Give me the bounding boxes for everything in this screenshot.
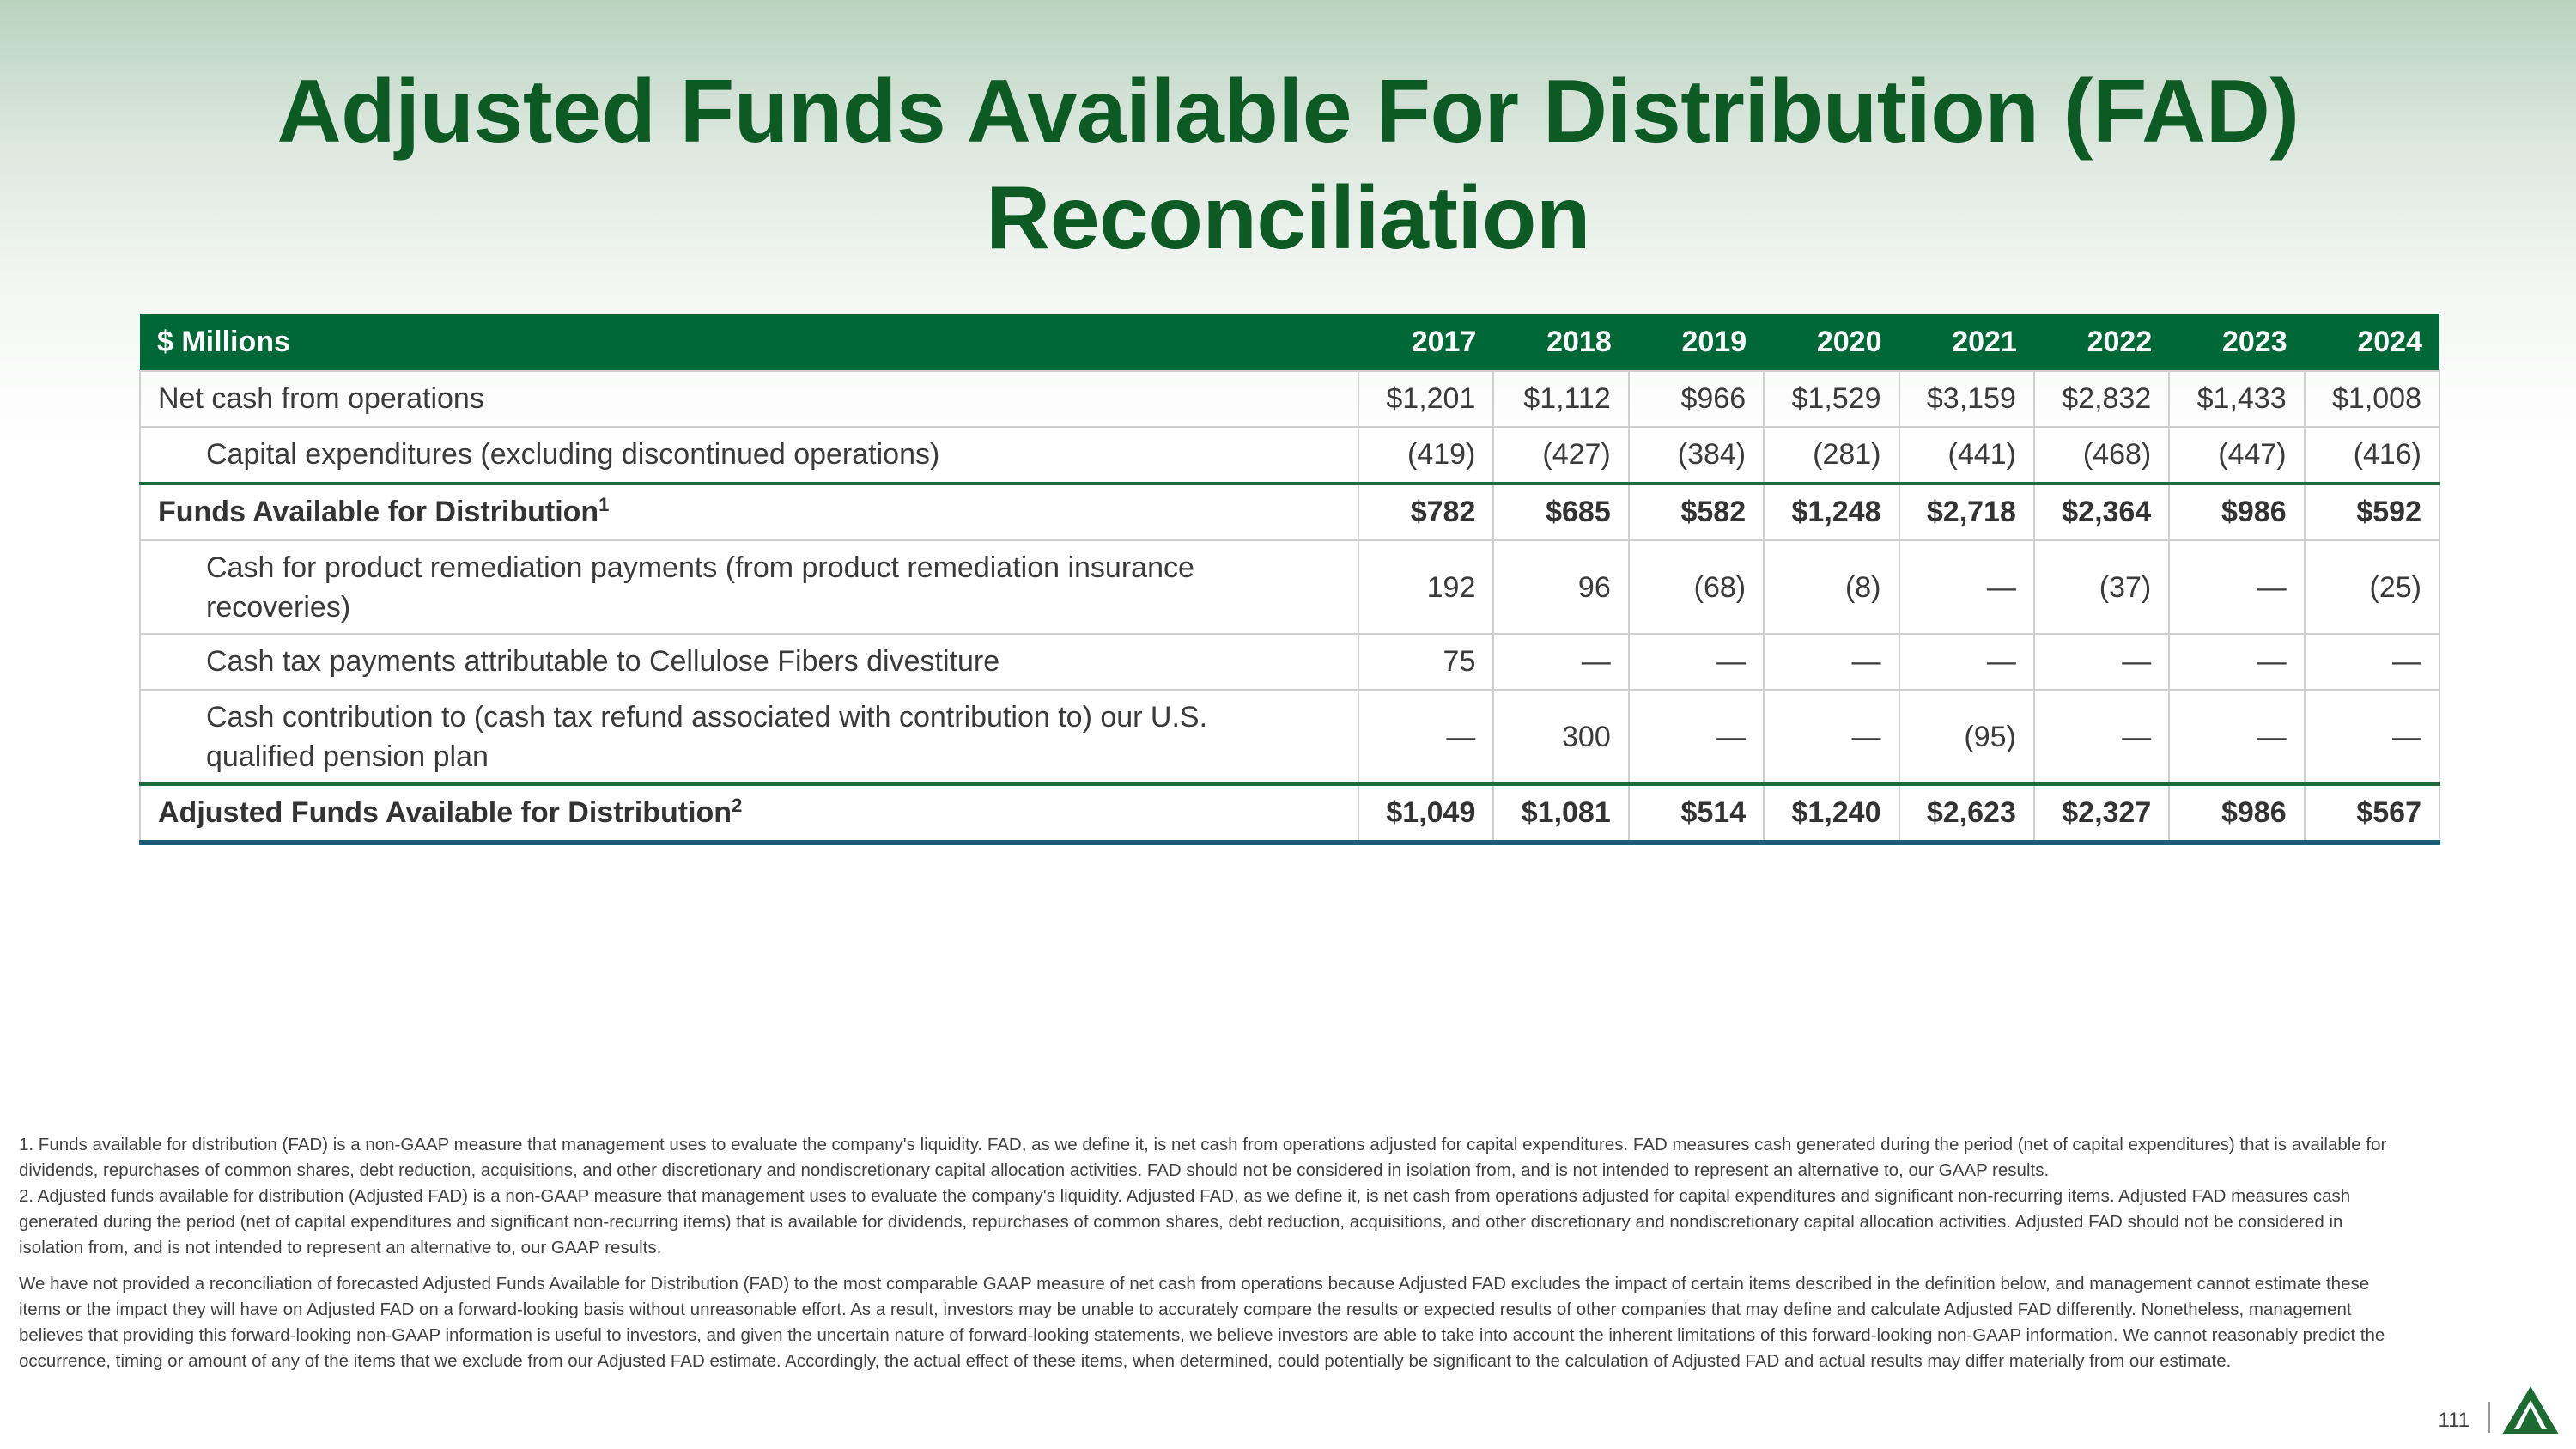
footnote-marker: 2 bbox=[732, 795, 743, 816]
table-cell: 192 bbox=[1358, 540, 1493, 634]
footnote-marker: 1 bbox=[598, 494, 610, 515]
row-label bbox=[140, 484, 1358, 540]
table-cell: — bbox=[1493, 634, 1628, 690]
table-cell: — bbox=[2169, 634, 2304, 690]
table-cell: $514 bbox=[1629, 784, 1764, 843]
table-cell: (468) bbox=[2034, 427, 2169, 484]
table-cell: $2,623 bbox=[1899, 784, 2034, 843]
table-cell: — bbox=[2034, 634, 2169, 690]
page-title bbox=[0, 58, 2576, 271]
table-cell: (419) bbox=[1358, 427, 1493, 484]
table-cell: — bbox=[2169, 540, 2304, 634]
table-cell: $2,718 bbox=[1899, 484, 2034, 540]
header-year: 2024 bbox=[2305, 314, 2439, 371]
table-cell: $1,201 bbox=[1358, 371, 1493, 427]
table-cell: $3,159 bbox=[1899, 371, 2034, 427]
header-year: 2018 bbox=[1493, 314, 1628, 371]
table-cell: (8) bbox=[1764, 540, 1899, 634]
table-cell: — bbox=[2169, 690, 2304, 784]
row-label-text: Funds Available for Distribution bbox=[158, 496, 599, 528]
header-year: 2017 bbox=[1358, 314, 1493, 371]
row-label: Capital expenditures (excluding discontinued operations) bbox=[140, 427, 1358, 484]
table-row-net-cash-from-operations bbox=[140, 371, 2439, 427]
table-row-capital-expenditures bbox=[140, 427, 2439, 484]
page-title-line-1: Adjusted Funds Available For Distribution (FAD) bbox=[276, 62, 2300, 161]
table-cell: (441) bbox=[1899, 427, 2034, 484]
table-cell: (384) bbox=[1629, 427, 1764, 484]
header-year: 2023 bbox=[2169, 314, 2304, 371]
table-cell: $592 bbox=[2305, 484, 2439, 540]
table-row-product-remediation bbox=[140, 540, 2439, 634]
table-cell: — bbox=[1764, 634, 1899, 690]
row-label-text: Cash for product remediation payments (from product remediation insurance recoveries) bbox=[206, 551, 1194, 624]
forward-looking-disclaimer: We have not provided a reconciliation of forecasted Adjusted Funds Available for Distribution (FAD) to the most comparable GAAP measure of net cash from operations because Adjusted FAD excludes the impact of certain items described in the definition below, and management cannot estimate these items or the impact they will have on Adjusted FAD on a forward-looking basis without unreasonable effort. As a result, investors may be unable to accurately compare the results or expected results of other companies that may define and calculate Adjusted FAD differently. Nonetheless, management believes that providing this forward-looking non-GAAP information is useful to investors, and given the uncertain nature of forward-looking statements, we believe investors are able to take into account the inherent limitations of this forward-looking non-GAAP information. We cannot reasonably predict the occurrence, timing or amount of any of the items that we exclude from our Adjusted FAD estimate. Accordingly, the actual effect of these items, when determined, could potentially be significant to the calculation of Adjusted FAD and actual results may differ materially from our estimate. bbox=[19, 1274, 2385, 1371]
table-cell: — bbox=[1899, 540, 2034, 634]
table-cell: — bbox=[2305, 634, 2439, 690]
table-cell: — bbox=[1358, 690, 1493, 784]
table-cell: — bbox=[1899, 634, 2034, 690]
page-number: 111 bbox=[2438, 1409, 2470, 1432]
table-cell: (95) bbox=[1899, 690, 2034, 784]
header-millions-label: $ Millions bbox=[140, 314, 1358, 371]
table-cell: $1,081 bbox=[1493, 784, 1628, 843]
footnote-2: 2. Adjusted funds available for distribution (Adjusted FAD) is a non-GAAP measure that management uses to evaluate the company's liquidity. Adjusted FAD, as we define it, is net cash from operations adjusted for capital expenditures and significant non-recurring items. Adjusted FAD measures cash generated during the period (net of capital expenditures and significant non-recurring items) that is available for dividends, repurchases of common shares, debt reduction, acquisitions, and other discretionary and nondiscretionary capital allocation activities. Adjusted FAD should not be considered in isolation from, and is not intended to represent an alternative to, our GAAP results. bbox=[19, 1186, 2351, 1257]
table-cell: (427) bbox=[1493, 427, 1628, 484]
row-label: Net cash from operations bbox=[140, 371, 1358, 427]
table-cell: $1,433 bbox=[2169, 371, 2304, 427]
footnote-1: 1. Funds available for distribution (FAD) is a non-GAAP measure that management uses to evaluate the company's liquidity. FAD, as we define it, is net cash from operations adjusted for capital expenditures. FAD measures cash generated during the period (net of capital expenditures) that is available for dividends, repurchases of common shares, debt reduction, acquisitions, and other discretionary and nondiscretionary capital allocation activities. FAD should not be considered in isolation from, and is not intended to represent an alternative to, our GAAP results. bbox=[19, 1135, 2387, 1180]
table-cell: $986 bbox=[2169, 484, 2304, 540]
table-cell: (25) bbox=[2305, 540, 2439, 634]
header-year: 2022 bbox=[2034, 314, 2169, 371]
table-cell: $1,240 bbox=[1764, 784, 1899, 843]
row-label-text: Adjusted Funds Available for Distribution bbox=[158, 796, 732, 829]
table-cell: $2,832 bbox=[2034, 371, 2169, 427]
table-cell: $1,049 bbox=[1358, 784, 1493, 843]
table-cell: (447) bbox=[2169, 427, 2304, 484]
fad-reconciliation-table bbox=[139, 314, 2440, 845]
table-cell: — bbox=[1764, 690, 1899, 784]
header-year: 2020 bbox=[1764, 314, 1899, 371]
table-cell: (68) bbox=[1629, 540, 1764, 634]
table-cell: $685 bbox=[1493, 484, 1628, 540]
table-row-cellulose-fibers-tax bbox=[140, 634, 2439, 690]
table-cell: 96 bbox=[1493, 540, 1628, 634]
table-cell: $1,529 bbox=[1764, 371, 1899, 427]
row-label-text: Cash contribution to (cash tax refund associated with contribution to) our U.S. qualified pension plan bbox=[206, 700, 1208, 773]
row-label bbox=[140, 784, 1358, 843]
table-cell: — bbox=[2034, 690, 2169, 784]
header-year: 2019 bbox=[1629, 314, 1764, 371]
table-cell: $966 bbox=[1629, 371, 1764, 427]
table-cell: $567 bbox=[2305, 784, 2439, 843]
row-label bbox=[140, 540, 1358, 634]
table-cell: $1,112 bbox=[1493, 371, 1628, 427]
table-cell: (281) bbox=[1764, 427, 1899, 484]
table-cell: $986 bbox=[2169, 784, 2304, 843]
table-cell: — bbox=[1629, 634, 1764, 690]
page-title-line-2: Reconciliation bbox=[986, 168, 1590, 268]
table-cell: 300 bbox=[1493, 690, 1628, 784]
table-cell: $1,248 bbox=[1764, 484, 1899, 540]
table-cell: $1,008 bbox=[2305, 371, 2439, 427]
table-header-row bbox=[140, 314, 2439, 371]
table-cell: — bbox=[2305, 690, 2439, 784]
footer-divider bbox=[2488, 1402, 2490, 1433]
table-row-funds-available-for-distribution bbox=[140, 484, 2439, 540]
table-cell: $2,364 bbox=[2034, 484, 2169, 540]
footnotes bbox=[19, 1132, 2389, 1374]
header-year: 2021 bbox=[1899, 314, 2034, 371]
table-row-adjusted-fad bbox=[140, 784, 2439, 843]
row-label bbox=[140, 690, 1358, 784]
table-row-pension-contribution bbox=[140, 690, 2439, 784]
table-cell: $2,327 bbox=[2034, 784, 2169, 843]
row-label: Cash tax payments attributable to Cellulose Fibers divestiture bbox=[140, 634, 1358, 690]
table-cell: $782 bbox=[1358, 484, 1493, 540]
table-cell: (416) bbox=[2305, 427, 2439, 484]
company-logo-icon bbox=[2500, 1385, 2561, 1436]
table-cell: (37) bbox=[2034, 540, 2169, 634]
table-cell: $582 bbox=[1629, 484, 1764, 540]
table-cell: 75 bbox=[1358, 634, 1493, 690]
table-cell: — bbox=[1629, 690, 1764, 784]
